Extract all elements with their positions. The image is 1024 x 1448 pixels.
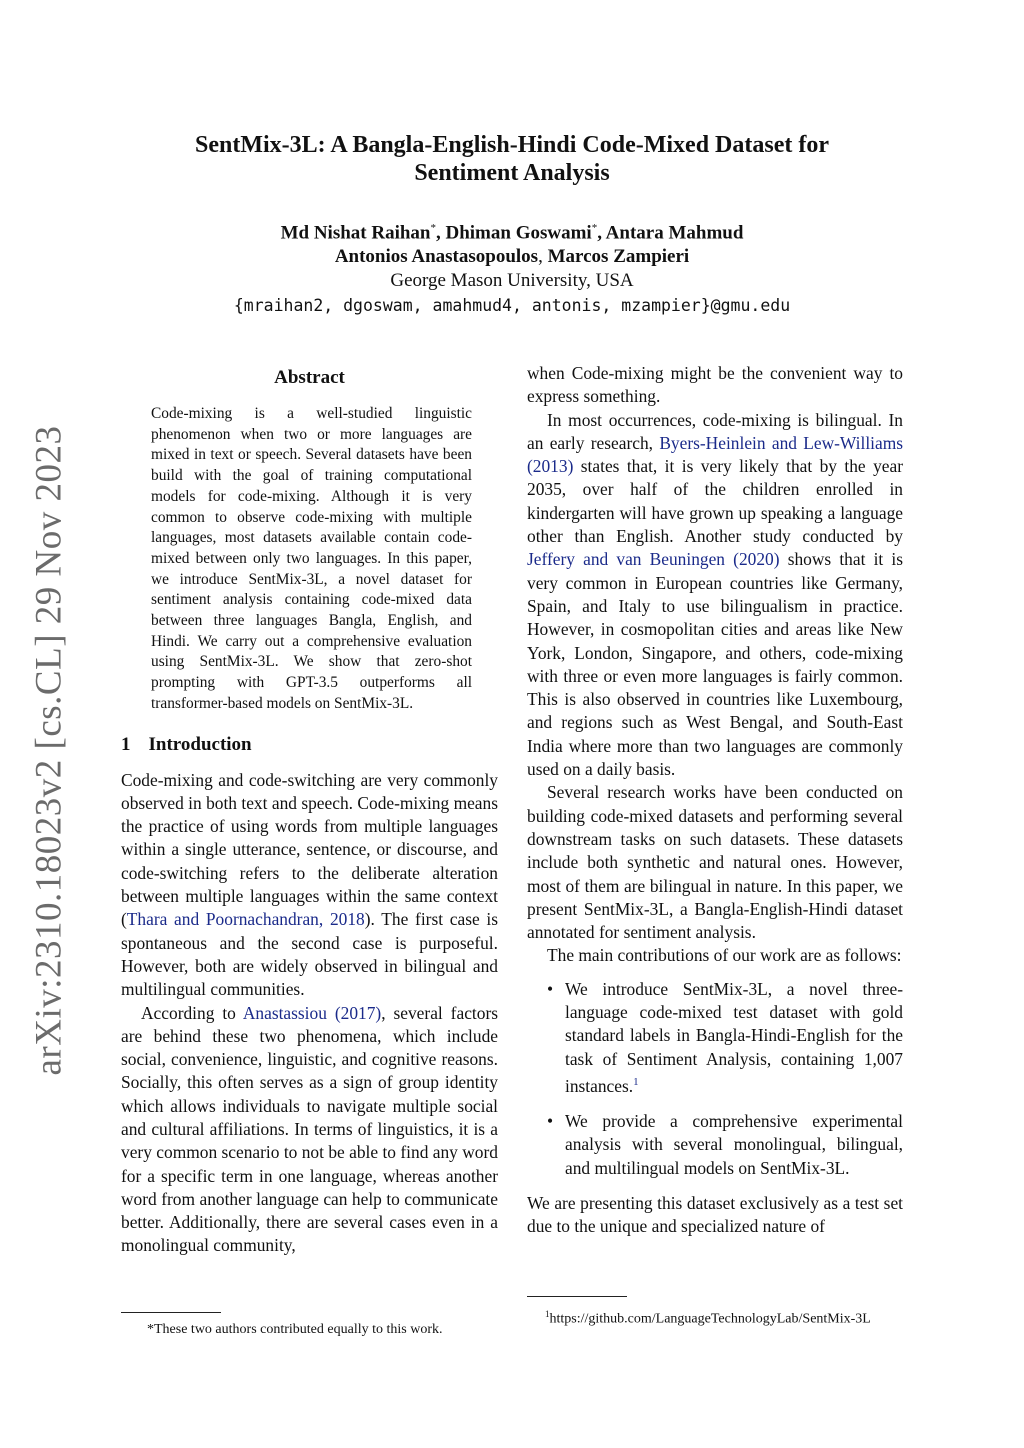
footnote-mark: * — [147, 1322, 154, 1337]
title-line-2: Sentiment Analysis — [414, 160, 610, 186]
section-heading-introduction — [121, 733, 498, 757]
citation-link[interactable]: Jeffery and van Beuningen (2020) — [527, 549, 780, 570]
abstract-text: Code-mixing is a well-studied linguistic phenomenon when two or more languages are mixed in text or speech. Several datasets have been build with the goal of training computational models for code-mixing. Although it is very common to observe code-mixing with multiple languages, most datasets available contain code-mixed between only two languages. In this paper, we introduce SentMix-3L, a novel dataset for sentiment analysis containing code-mixed data between three languages Bangla, English, and Hindi. We carry out a comprehensive evaluation using SentMix-3L. We show that zero-shot prompting with GPT-3.5 outperforms all transformer-based models on SentMix-3L. — [151, 405, 472, 712]
footnote-divider — [527, 1296, 627, 1297]
footnote-dataset-url — [527, 1305, 903, 1329]
intro-paragraph-6: The main contributions of our work are as follows: — [547, 945, 902, 966]
list-item — [527, 978, 903, 1098]
author-separator: , — [597, 222, 606, 244]
title-line-1: SentMix-3L: A Bangla-English-Hindi Code-Mixed Dataset for — [194, 132, 830, 158]
contributions-list — [527, 978, 903, 1180]
left-footnote-area — [121, 1306, 498, 1339]
section-title: Introduction — [148, 733, 252, 755]
footnote-divider — [121, 1312, 221, 1313]
author-separator: , — [538, 246, 548, 268]
intro-paragraph-1 — [121, 769, 498, 1002]
paragraph-text: , several factors are behind these two phenomena, which include social, convenience, linguistic, and cognitive reasons. Socially, this often serves as a sign of group identity which allows individuals to navigate multiple social and cultural affiliations. In terms of linguistics, it is a very common scenario to not be able to find any word for a specific term in one language, whereas another word from another language can help to communicate better. Additionally, there are several cases even in a monolingual community, — [121, 1002, 499, 1256]
equal-contribution-mark: * — [591, 222, 598, 234]
intro-paragraph-7: We are presenting this dataset exclusively as a test set due to the unique and specialized nature of — [527, 1192, 903, 1237]
footnote-text: These two authors contributed equally to this work. — [154, 1322, 443, 1337]
intro-paragraph-2 — [121, 1002, 498, 1258]
author-name: Marcos Zampieri — [547, 246, 690, 268]
list-item-text: We provide a comprehensive experimental analysis with several monolingual, bilingual, and multilingual models on SentMix-3L. — [565, 1111, 903, 1178]
citation-link[interactable]: Byers-Heinlein and Lew-Williams (2013) — [527, 432, 903, 477]
paragraph-text: ). The first case is spontaneous and the second case is purposeful. However, both are widely observed in bilingual and multilingual communities. — [121, 909, 498, 1000]
paper-title — [140, 131, 884, 187]
footnote-ref-link[interactable]: 1 — [633, 1075, 639, 1088]
author-name: Antara Mahmud — [605, 222, 744, 244]
author-name: Dhiman Goswami — [445, 222, 592, 244]
intro-paragraph-3: when Code-mixing might be the convenient way to express something. — [527, 363, 903, 407]
arxiv-identifier-text: arXiv:2310.18023v2 [cs.CL] 29 Nov 2023 — [28, 425, 70, 1075]
author-name: Md Nishat Raihan — [280, 222, 431, 244]
paragraph-text: In most occurrences, code-mixing is bilingual. In an early research, — [527, 409, 903, 453]
right-column — [527, 362, 903, 1238]
footnote-mark: 1 — [545, 1309, 550, 1319]
section-number: 1 — [121, 733, 131, 755]
footnote-equal-contribution — [121, 1321, 498, 1339]
paragraph-text: According to — [141, 1002, 243, 1023]
footnote-url-link[interactable]: https://github.com/LanguageTechnologyLab/SentMix-3L — [549, 1311, 871, 1327]
arxiv-identifier — [20, 425, 78, 1075]
author-block — [140, 216, 884, 319]
list-item — [527, 1110, 903, 1180]
left-column — [121, 362, 498, 1258]
abstract-heading: Abstract — [274, 367, 345, 388]
bullet-icon: • — [547, 978, 554, 999]
paragraph-text: Code-mixing and code-switching are very commonly observed in both text and speech. Code-mixing means the practice of using words from multiple languages within a single utterance, sentence, or discourse, and code-switching refers to the deliberate alteration between multiple languages within the same context ( — [121, 769, 498, 930]
affiliation: George Mason University, USA — [390, 270, 634, 292]
intro-paragraph-4 — [527, 409, 903, 782]
equal-contribution-mark: * — [430, 222, 436, 234]
author-name: Antonios Anastasopoulos — [334, 246, 539, 268]
author-line-1 — [140, 216, 884, 245]
author-emails: {mraihan2, dgoswam, amahmud4, antonis, mzampier}@gmu.edu — [233, 296, 791, 316]
right-footnote-area — [527, 1290, 903, 1329]
paragraph-text: states that, it is very likely that by the year 2035, over half of the children enrolled in kindergarten will have grown up speaking a language other than English. Another study conducted by — [527, 456, 903, 547]
intro-paragraph-5: Several research works have been conducted on building code-mixed datasets and performing several downstream tasks on such datasets. These datasets include both synthetic and natural ones. However, most of them are bilingual in nature. In this paper, we present SentMix-3L, a Bangla-English-Hindi dataset annotated for sentiment analysis. — [527, 782, 903, 943]
author-line-2 — [140, 245, 884, 269]
citation-link[interactable]: Thara and Poornachandran, 2018 — [126, 909, 365, 930]
list-item-text: We introduce SentMix-3L, a novel three-language code-mixed test dataset with gold standard labels in Bangla-Hindi-English for the task of Sentiment Analysis, containing 1,007 instances. — [565, 978, 903, 1096]
bullet-icon: • — [547, 1111, 554, 1131]
citation-link[interactable]: Anastassiou (2017) — [242, 1002, 382, 1023]
author-separator: , — [435, 222, 446, 244]
paragraph-text: shows that it is very common in European countries like Germany, Spain, and Italy to use bilingualism in practice. However, in cosmopolitan cities and areas like New York, London, Singapore, and others, code-mixing with three or even more languages is fairly common. This is also observed in countries like Luxembourg, and regions such as West Bengal, and South-East India where more than two languages are commonly used on a daily basis. — [527, 549, 903, 780]
